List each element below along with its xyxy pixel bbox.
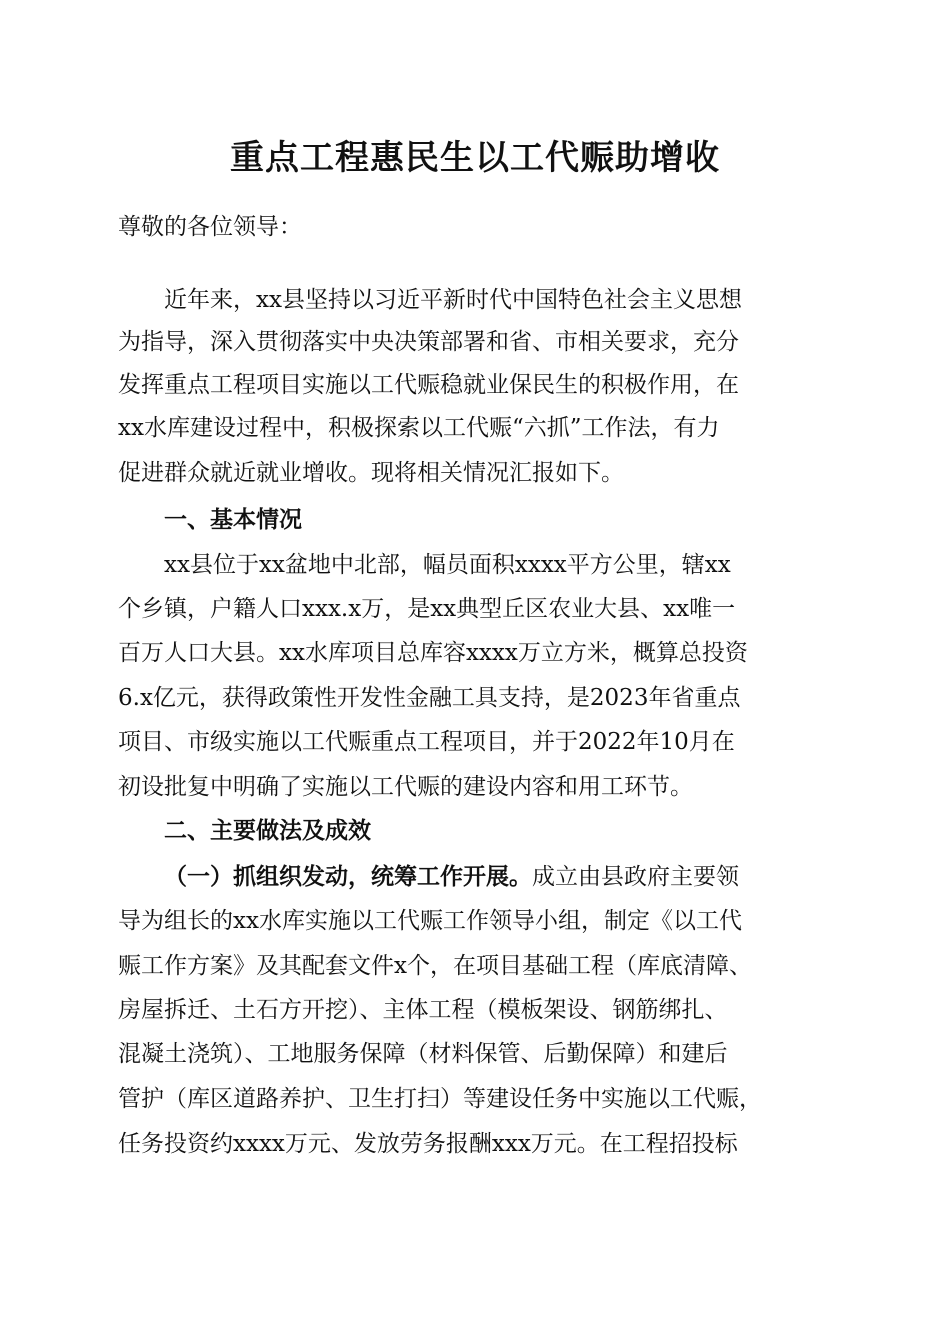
paragraph-line: 导为组长的xx水库实施以工代赈工作领导小组，制定《以工代: [118, 908, 742, 934]
paragraph-line: 管护（库区道路养护、卫生打扫）等建设任务中实施以工代赈，: [118, 1086, 762, 1112]
paragraph-line: 为指导，深入贯彻落实中央决策部署和省、市相关要求，充分: [118, 329, 739, 355]
subsection-title: （一）抓组织发动，统筹工作开展。: [164, 863, 532, 890]
paragraph-line: 混凝土浇筑）、工地服务保障（材料保管、后勤保障）和建后: [118, 1041, 728, 1067]
paragraph-line: 初设批复中明确了实施以工代赈的建设内容和用工环节。: [118, 774, 693, 800]
section-heading-measures: 二、主要做法及成效: [164, 817, 371, 844]
paragraph-line-subsection: [164, 862, 739, 892]
paragraph-line: xx水库建设过程中，积极探索以工代赈“六抓”工作法，有力: [118, 415, 720, 441]
paragraph-line: 6.x亿元，获得政策性开发性金融工具支持，是2023年省重点: [118, 685, 741, 711]
section-heading-basic: 一、基本情况: [164, 506, 302, 533]
document-title: 重点工程惠民生以工代赈助增收: [230, 138, 720, 178]
paragraph-line: 房屋拆迁、土石方开挖）、主体工程（模板架设、钢筋绑扎、: [118, 997, 728, 1023]
paragraph-line: xx县位于xx盆地中北部，幅员面积xxxx平方公里，辖xx: [164, 552, 731, 578]
salutation: 尊敬的各位领导：: [118, 214, 302, 240]
paragraph-line: 赈工作方案》及其配套文件x个，在项目基础工程（库底清障、: [118, 953, 752, 979]
paragraph-line: 促进群众就近就业增收。现将相关情况汇报如下。: [118, 460, 624, 486]
subsection-text: 成立由县政府主要领: [532, 864, 739, 890]
paragraph-line: 发挥重点工程项目实施以工代赈稳就业保民生的积极作用，在: [118, 372, 739, 398]
paragraph-line: 任务投资约xxxx万元、发放劳务报酬xxx万元。在工程招投标: [118, 1131, 738, 1157]
paragraph-line: 近年来，xx县坚持以习近平新时代中国特色社会主义思想: [164, 287, 742, 313]
paragraph-line: 项目、市级实施以工代赈重点工程项目，并于2022年10月在: [118, 729, 735, 755]
paragraph-line: 个乡镇，户籍人口xxx.x万，是xx典型丘区农业大县、xx唯一: [118, 596, 736, 622]
paragraph-line: 百万人口大县。xx水库项目总库容xxxx万立方米，概算总投资: [118, 640, 748, 666]
